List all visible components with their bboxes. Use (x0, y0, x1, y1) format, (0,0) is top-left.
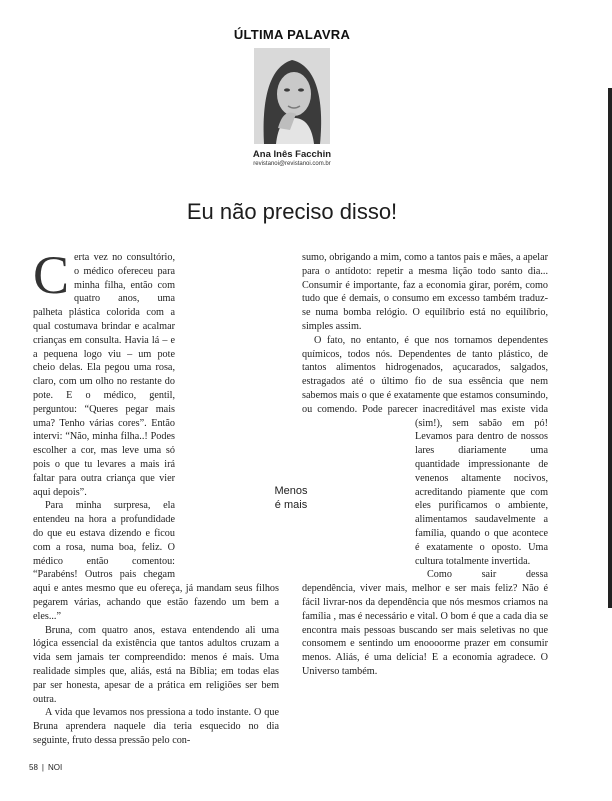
section-title: ÚLTIMA PALAVRA (233, 27, 351, 42)
pull-quote (262, 484, 320, 512)
author-email: revistanoi@revistanoi.com.br (253, 161, 331, 167)
drop-cap: C (33, 245, 70, 305)
article-headline: Eu não preciso disso! (186, 199, 398, 224)
author-photo-illustration (254, 48, 330, 144)
paragraph-2: Para minha surpresa, ela entendeu na hora a profundidade do que eu estava dizendo e ficou com a rosa, numa boa, feliz. O médico então comentou: “Parabéns! Outros pais chegam aqui e antes mesmo que eu ofereça, já mandam seus filhos pegarem várias, achando que estão fazendo um bem a eles...” (33, 500, 279, 622)
pull-quote-line-2: é mais (274, 499, 308, 511)
page-footer (29, 763, 62, 772)
footer-separator: | (41, 763, 44, 772)
paragraph-1-text: erta vez no consultório, o médico ofereceu para minha filha, então com quatro anos, uma palheta plástica colorida com a qual costumava brindar e acalmar crianças em consulta. Havia lá – e a pequena logo viu – um pote cheio delas. Ela pegou uma rosa, claro, com um olho no restante do pote. E o médico, gentil, perguntou: “Queres pegar mais uma? Tenho várias cores”. Então intervi: “Não, minha filha..! Podes escolher a cor, mas leve uma só pois o que tu levares a mais irá faltar para outra criança que vier aqui depois”. (33, 252, 175, 498)
paragraph-4: A vida que levamos nos pressiona a todo instante. O que Bruna aprendera naquele dia teria esquecido no dia seguinte, fruto dessa pressão pelo con- (33, 707, 279, 746)
article-column-right (302, 251, 548, 679)
paragraph-7: Como sair dessa dependência, viver mais, melhor e ser mais feliz? Não é fácil livrar-nos da dependência que nós mesmos criamos na família , mas é necessário e vital. O bom é que a cada dia se encontra mais pessoas buscando ser mais seletivas no que consomem e sentindo um enoooorme prazer em consumir menos. Aliás, é uma delícia! E a economia agradece. O Universo também. (302, 569, 548, 677)
paragraph-3: Bruna, com quatro anos, estava entendendo ali uma lógica essencial da existência que tantos adultos cruzam a vida sem jamais ter compreendido: menos é mais. Uma realidade simples que, aliás, está na Bíblia; em todas elas par ser honesta, apesar de a prática em religiões ser bem outra. (33, 624, 279, 705)
paragraph-5: sumo, obrigando a mim, como a tantos pais e mães, a apelar para o antídoto: repetir a mesma lição todo santo dia... Consumir é importante, faz a economia girar, porém, como tudo que é demais, o consumo em excesso também traduz-se numa bomba relógio. O equilíbrio está no equilíbrio, simples assim. (302, 252, 548, 332)
magazine-name: NOI (47, 763, 63, 772)
article-column-left (33, 245, 279, 748)
page-edge-bar (608, 88, 612, 608)
pull-quote-line-1: Menos (274, 485, 308, 497)
pull-quote-gap-left (175, 251, 279, 569)
author-name: Ana Inês Facchin (252, 149, 332, 160)
paragraph-6: O fato, no entanto, é que nos tornamos dependentes químicos, todos nós. Dependentes de tanto plástico, de tantos alimentos hidrogenados, açucarados, salgados, estragados até o último fio de sua essência que nem sabemos mais o que é exatamente que estamos consumindo, ou comendo. Pode parecer inacreditável mas existe vida (sim!), sem sabão em pó! Levamos para dentro de nossos lares diariamente uma quantidade impressionante de venenos altamente nocivos, acreditando piamente que com eles purificamos o ambiente, alimentamos saudavelmente a família, quando o que acontece é exatamente o oposto. Uma cultura totalmente invertida. (302, 334, 548, 567)
author-portrait (254, 48, 330, 144)
page-number: 58 (29, 763, 38, 772)
